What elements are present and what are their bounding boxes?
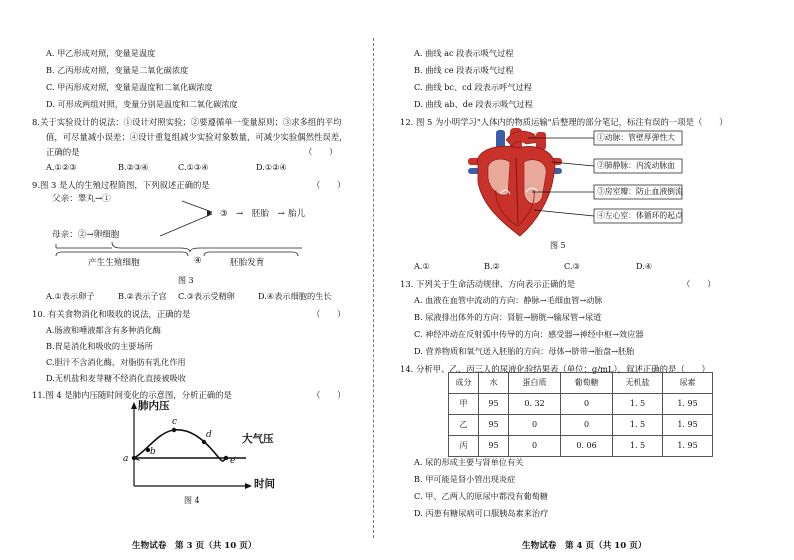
q11-stem: 11.图 4 是肺内压随时间变化的示意图，分析正确的是 xyxy=(32,390,232,400)
heart-illustration xyxy=(466,128,716,240)
q8-stem-line3: 正确的是 xyxy=(46,147,80,157)
q11-option-b: B. 曲线 ce 段表示吸气过程 xyxy=(414,65,514,75)
fig3-label-development: 胚胎发育 xyxy=(230,258,265,268)
table-cell: 1. 95 xyxy=(663,436,713,457)
fig4-point-d: d xyxy=(206,430,212,440)
fig4-atm-label: 大气压 xyxy=(242,433,274,445)
figure-4 xyxy=(118,400,278,490)
q8-option-b: B.②③④ xyxy=(118,162,149,172)
table-cell: 1. 5 xyxy=(613,394,663,415)
q10-answer-paren: （ ） xyxy=(312,309,346,319)
q9-option-a: A.①表示卵子 xyxy=(46,291,95,301)
column-divider xyxy=(373,38,374,538)
q9-answer-paren: （ ） xyxy=(312,180,346,190)
fig4-caption: 图 4 xyxy=(184,496,200,505)
table-header-cell: 水 xyxy=(479,373,509,394)
q14-option-a: A. 尿的形成主要与肾单位有关 xyxy=(414,457,524,467)
table-cell: 1. 95 xyxy=(663,415,713,436)
table-header-cell: 葡萄糖 xyxy=(561,373,613,394)
q14-option-c: C. 甲、乙两人的原尿中都没有葡萄糖 xyxy=(414,491,548,501)
fig3-label-gametes: 产生生殖细胞 xyxy=(88,258,140,268)
q12-option-b: B.② xyxy=(484,261,500,271)
fig3-embryo: → 胚胎 → xyxy=(236,209,285,219)
q8-stem-line2: 值，可尽量减小误差；④设计重复组减少实验对象数量，可减少实验偶然性误差， xyxy=(46,132,348,142)
left-page xyxy=(32,0,362,560)
table-header-row xyxy=(449,373,713,394)
table-header-cell: 成分 xyxy=(449,373,479,394)
table-cell: 0. 06 xyxy=(561,436,613,457)
table-cell: 0. 32 xyxy=(509,394,561,415)
table-cell: 1. 95 xyxy=(663,394,713,415)
table-cell: 95 xyxy=(479,415,509,436)
footer-page-3: 生物试卷 第 3 页（共 10 页） xyxy=(132,541,257,551)
q8-option-d: D.①②④ xyxy=(256,162,287,172)
q12-option-a: A.① xyxy=(414,261,430,271)
table-cell: 0 xyxy=(509,415,561,436)
q11-answer-paren: （ ） xyxy=(312,390,346,400)
fig3-fetus: 胎儿 xyxy=(288,209,306,219)
q7-option-d: D. 可形成两组对照，变量分别是温度和二氧化碳浓度 xyxy=(46,99,238,109)
fig5-note-1: ①动脉：管壁厚弹性大 xyxy=(597,133,675,142)
fig4-ylabel: 肺内压 xyxy=(138,400,170,412)
table-cell: 丙 xyxy=(449,436,479,457)
table-cell: 乙 xyxy=(449,415,479,436)
figure-3 xyxy=(52,192,306,284)
table-cell: 0 xyxy=(509,436,561,457)
table-row xyxy=(449,436,713,457)
q9-option-c: C.③表示受精卵 xyxy=(178,291,235,301)
q13-option-c: C. 神经冲动在反射弧中传导的方向：感受器→神经中枢→效应器 xyxy=(414,329,644,339)
q10-option-a: A.肠液和唾液都含有多种消化酶 xyxy=(46,325,161,335)
table-cell: 1. 5 xyxy=(613,415,663,436)
q12-option-c: C.③ xyxy=(564,261,580,271)
fig3-node-4: ④ xyxy=(194,256,202,266)
fig3-father: 父亲：睾丸→① xyxy=(52,194,111,204)
table-cell: 1. 5 xyxy=(613,436,663,457)
urine-test-table xyxy=(448,372,713,457)
right-page xyxy=(400,0,760,560)
q9-option-d: D.④表示细胞的生长 xyxy=(258,291,332,301)
table-cell: 甲 xyxy=(449,394,479,415)
q11-option-a: A. 曲线 ac 段表示吸气过程 xyxy=(414,48,514,58)
fig4-point-a: a xyxy=(123,454,129,464)
fig4-point-e: e xyxy=(230,456,236,466)
fig4-xlabel: 时间 xyxy=(254,478,275,490)
fig3-caption: 图 3 xyxy=(178,276,194,285)
table-cell: 0 xyxy=(561,415,613,436)
fig5-note-2: ②肺静脉：内流动脉血 xyxy=(597,161,675,170)
q8-option-a: A.①②③ xyxy=(46,162,77,172)
q9-option-b: B.②表示子宫 xyxy=(118,291,167,301)
q13-answer-paren: （ ） xyxy=(682,279,716,289)
fig5-note-4: ④左心室：体循环的起点 xyxy=(597,211,683,220)
table-row xyxy=(449,394,713,415)
q10-option-b: B.胃是消化和吸收的主要场所 xyxy=(46,341,153,351)
q12-option-d: D.④ xyxy=(636,261,653,271)
q8-option-c: C.①③④ xyxy=(178,162,209,172)
footer-page-4: 生物试卷 第 4 页（共 10 页） xyxy=(522,541,647,551)
fig3-arrows xyxy=(52,192,302,284)
q14-option-d: D. 丙患有糖尿病可口服胰岛素来治疗 xyxy=(414,508,549,518)
q11-option-c: C. 曲线 bc、cd 段表示呼气过程 xyxy=(414,82,532,92)
fig3-mother: 母亲：②→卵细胞 xyxy=(52,230,120,240)
q7-option-c: C. 甲丙形成对照，变量是温度和二氧化碳浓度 xyxy=(46,82,213,92)
q7-option-b: B. 乙丙形成对照，变量是二氧化碳浓度 xyxy=(46,65,189,75)
q7-option-a: A. 甲乙形成对照，变量是温度 xyxy=(46,48,156,58)
q10-stem: 10. 有关食物消化和吸收的说法，正确的是 xyxy=(32,309,191,319)
q13-option-a: A. 血液在血管中流动的方向：静脉→毛细血管→动脉 xyxy=(414,295,603,305)
table-cell: 95 xyxy=(479,394,509,415)
fig4-point-b: b xyxy=(150,447,156,457)
q8-answer-paren: （ ） xyxy=(304,147,338,157)
q13-option-d: D. 营养物质和氧气送入胚胎的方向：母体→脐带→胎盘→胚胎 xyxy=(414,346,635,356)
fig3-node-3: ③ xyxy=(220,209,228,219)
table-cell: 95 xyxy=(479,436,509,457)
q14-option-b: B. 甲可能是肾小管出现炎症 xyxy=(414,474,516,484)
q10-option-c: C.胆汁不含消化酶，对脂肪有乳化作用 xyxy=(46,357,186,367)
q13-stem: 13. 下列关于生命活动规律、方向表示正确的是 xyxy=(400,279,576,289)
figure-5 xyxy=(466,128,716,240)
fig4-point-c: c xyxy=(172,417,178,427)
q14-stem: 14. 分析甲、乙、丙三人的尿液化验结果表（单位：g/mL），叙述正确的是（ ） xyxy=(400,364,710,374)
q9-stem: 9.图 3 是人的生殖过程简图，下列叙述正确的是 xyxy=(32,180,210,190)
table-header-cell: 尿素 xyxy=(663,373,713,394)
q11-option-d: D. 曲线 ab、de 段表示吸气过程 xyxy=(414,99,533,109)
table-cell: 0 xyxy=(561,394,613,415)
fig5-note-3: ③房室瓣：防止血液倒流 xyxy=(597,187,683,196)
table-header-cell: 无机盐 xyxy=(613,373,663,394)
q10-option-d: D.无机盐和麦芽糖不经消化直接被吸收 xyxy=(46,373,186,383)
q13-option-b: B. 尿液排出体外的方向：肾脏→膀胱→输尿管→尿道 xyxy=(414,312,602,322)
q12-stem: 12. 图 5 为小明学习"人体内的物质运输"后整理的部分笔记，标注有误的一项是（ ） xyxy=(400,117,728,127)
table-header-cell: 蛋白质 xyxy=(509,373,561,394)
table-row xyxy=(449,415,713,436)
fig5-caption: 图 5 xyxy=(550,241,566,250)
q8-stem-line1: 8.关于实验设计的说法：①设计对照实验；②要遵循单一变量原则；③求多组的平均 xyxy=(32,117,342,127)
